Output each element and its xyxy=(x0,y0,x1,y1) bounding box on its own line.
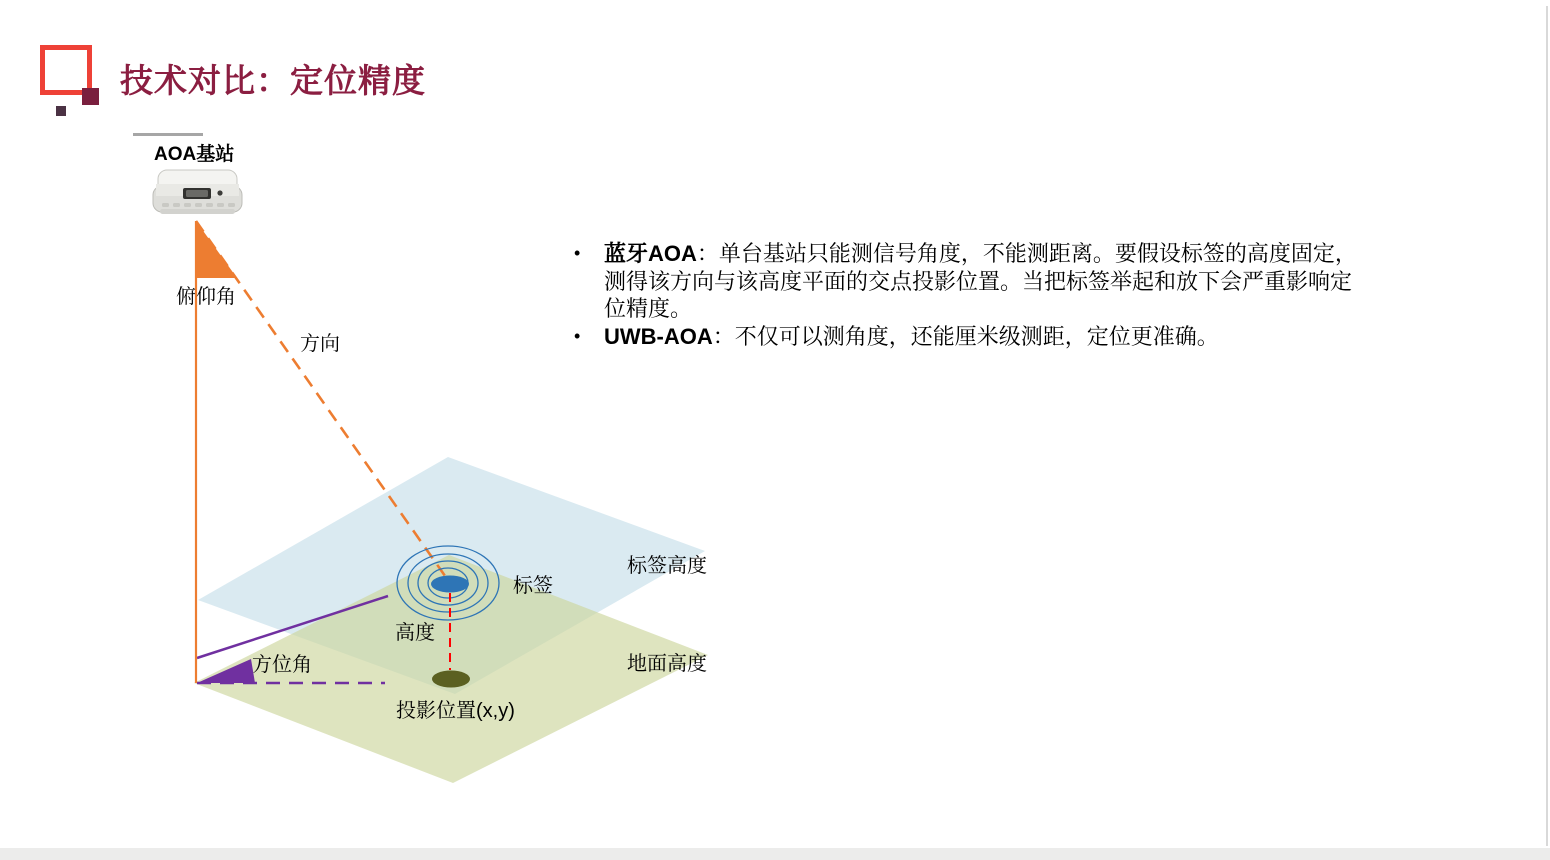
bullet-label: 蓝牙AOA xyxy=(604,241,697,266)
bullet-marker: • xyxy=(574,325,581,346)
page-title: 技术对比：定位精度 xyxy=(120,62,426,99)
bullet-list xyxy=(572,240,1360,350)
projection-position-label: 投影位置(x,y) xyxy=(396,700,515,722)
title-decoration-icon xyxy=(40,45,102,120)
divider-line xyxy=(133,133,203,136)
pitch-angle-wedge xyxy=(196,221,237,278)
bullet-text: ：不仅可以测角度，还能厘米级测距，定位更准确。 xyxy=(712,323,1219,349)
station-label: AOA基站 xyxy=(154,144,235,165)
azimuth-angle-label: 方位角 xyxy=(252,654,312,676)
bullet-item-bluetooth-aoa xyxy=(572,240,1360,323)
tag-label: 标签 xyxy=(513,575,553,597)
dark-square-icon xyxy=(56,106,66,116)
bullet-marker: • xyxy=(574,243,581,263)
maroon-square-icon xyxy=(82,88,99,105)
height-label: 高度 xyxy=(395,622,435,644)
bullet-label: UWB-AOA xyxy=(604,323,713,349)
bullet-text: ：单台基站只能测信号角度，不能测距离。要假设标签的高度固定，测得该方向与该高度平面的交点投影位置。当把标签举起和放下会严重影响定位精度。 xyxy=(604,241,1357,321)
ground-plane-label: 地面高度 xyxy=(627,653,707,675)
azimuth-angle-wedge xyxy=(197,659,255,683)
footer-bar xyxy=(0,848,1550,860)
aoa-station-image xyxy=(153,170,242,214)
bullet-text-block xyxy=(572,240,1360,350)
tag-plane-label: 标签高度 xyxy=(627,555,707,577)
bullet-item-uwb-aoa xyxy=(572,323,1360,351)
slide-right-edge xyxy=(1546,6,1548,846)
pitch-angle-label: 俯仰角 xyxy=(176,286,236,308)
projection-dot xyxy=(432,671,470,688)
direction-label: 方向 xyxy=(300,333,340,355)
tag-dot xyxy=(431,576,469,593)
